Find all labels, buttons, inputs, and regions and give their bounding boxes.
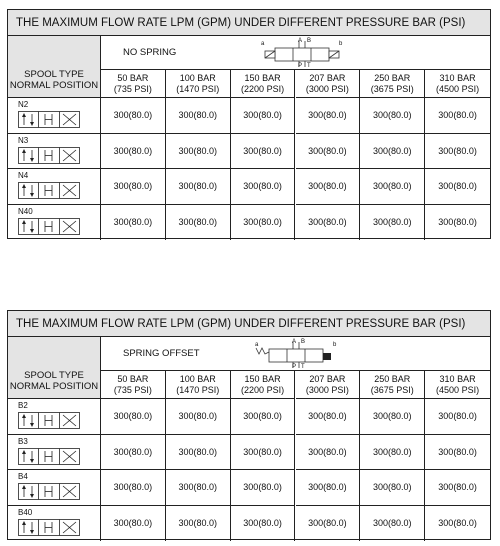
port-label-B: B [301,339,306,345]
flow-value-cell: 300(80.0) [360,205,425,241]
flow-value-cell: 300(80.0) [231,506,296,542]
flow-value-cell: 300(80.0) [101,399,166,435]
spool-symbol-icon [18,147,80,164]
pressure-header [296,371,361,399]
spool-row-label [8,435,101,471]
pressure-bar: 310 BAR [439,73,476,83]
spool-symbol-icon [18,483,80,500]
pressure-header [360,371,425,399]
port-label-P: P [292,364,297,370]
pressure-header [231,70,296,98]
spool-row-label [8,399,101,435]
flow-value-cell: 300(80.0) [166,435,231,471]
spool-code: N40 [18,206,33,216]
valve-symbol [259,39,345,74]
pressure-bar: 100 BAR [179,73,216,83]
flow-value-cell: 300(80.0) [438,517,477,528]
normal-position-label: NORMAL POSITION [9,381,99,392]
pressure-bar: 207 BAR [309,73,346,83]
flow-value-cell: 300(80.0) [296,470,361,506]
flow-value-cell: 300(80.0) [231,399,296,435]
pressure-psi: (4500 PSI) [436,385,480,395]
pressure-header [166,371,231,399]
port-label-a: a [261,41,265,47]
pressure-header [231,371,296,399]
spool-code: N2 [18,100,29,109]
pressure-bar: 310 BAR [439,374,476,384]
pressure-bar: 150 BAR [244,73,281,83]
pressure-header [166,70,231,98]
spool-type-header [8,337,101,399]
flow-value-cell: 300(80.0) [166,98,231,134]
pressure-psi: (3000 PSI) [305,84,349,94]
spool-code: B3 [18,436,28,446]
flow-value-cell: 300(80.0) [425,470,490,506]
spool-symbol-icon [18,519,80,536]
pressure-bar: 250 BAR [374,73,411,83]
flow-value-cell: 300(80.0) [101,470,166,506]
valve-config-header [101,36,490,70]
pressure-bar: 207 BAR [309,374,346,384]
spool-row-label [8,205,101,241]
spool-symbol-icon [18,218,80,235]
flow-value-cell: 300(80.0) [101,435,166,471]
pressure-header [425,371,490,399]
flow-value-cell: 300(80.0) [425,399,490,435]
flow-value-cell: 300(80.0) [425,435,490,471]
flow-value-cell: 300(80.0) [101,134,166,170]
pressure-bar: 50 BAR [117,73,149,83]
flow-value-cell: 300(80.0) [438,216,477,227]
flow-value-cell: 300(80.0) [425,134,490,170]
pressure-psi: (3675 PSI) [370,84,414,94]
flow-value-cell: 300(80.0) [296,134,361,170]
flow-value-cell: 300(80.0) [360,399,425,435]
valve-config-label: SPRING OFFSET [123,348,200,359]
spool-type-header [8,36,101,98]
valve-config-label: NO SPRING [123,47,177,58]
flow-value-cell: 300(80.0) [360,134,425,170]
spool-code: N3 [18,135,29,145]
pressure-header [101,70,166,98]
flow-value-cell: 300(80.0) [296,399,361,435]
pressure-bar: 250 BAR [374,374,411,384]
port-label-T: T [307,63,311,69]
pressure-psi: (1470 PSI) [176,385,220,395]
flow-value-cell: 300(80.0) [166,169,231,205]
flow-value-cell: 300(80.0) [166,470,231,506]
table-title: THE MAXIMUM FLOW RATE LPM (GPM) UNDER DIFFERENT PRESSURE BAR (PSI) [8,10,490,36]
pressure-psi: (2200 PSI) [241,385,285,395]
spool-symbol-icon [18,448,80,465]
flow-value-cell: 300(80.0) [360,506,425,542]
flow-value-cell: 300(80.0) [101,506,166,542]
flow-value-cell: 300(80.0) [231,98,296,134]
flow-value-cell: 300(80.0) [360,470,425,506]
spool-row-label [8,134,101,170]
pressure-psi: (735 PSI) [113,385,152,395]
pressure-header [101,371,166,399]
pressure-bar: 100 BAR [179,374,216,384]
spool-type-label: SPOOL TYPE [24,370,84,381]
valve-config-header [101,337,490,371]
flow-value-cell: 300(80.0) [296,205,361,241]
spool-type-label: SPOOL TYPE [24,69,84,80]
flow-rate-table-no-spring [7,9,491,239]
spool-row-label [8,506,101,542]
flow-value-cell: 300(80.0) [166,506,231,542]
flow-rate-table-spring-offset [7,310,491,540]
pressure-bar: 50 BAR [117,374,149,384]
pressure-psi: (3000 PSI) [305,385,349,395]
flow-value-cell: 300(80.0) [296,98,361,134]
flow-value-cell: 300(80.0) [166,134,231,170]
normal-position-label: NORMAL POSITION [9,80,99,91]
flow-value-cell: 300(80.0) [231,435,296,471]
spool-code: N4 [18,171,29,180]
pressure-psi: (2200 PSI) [241,84,285,94]
pressure-psi: (735 PSI) [113,84,152,94]
spool-symbol-icon [18,182,80,199]
flow-value-cell: 300(80.0) [360,435,425,471]
flow-value-cell: 300(80.0) [231,470,296,506]
spool-row-label [8,169,101,205]
spool-code: B4 [18,472,28,481]
flow-value-cell: 300(80.0) [425,169,490,205]
flow-value-cell: 300(80.0) [360,169,425,205]
port-label-b: b [339,41,343,47]
port-label-A: A [292,339,297,345]
port-label-b: b [333,342,337,348]
port-label-a: a [255,342,259,348]
flow-value-cell: 300(80.0) [360,98,425,134]
valve-symbol [253,340,339,375]
flow-value-cell: 300(80.0) [101,169,166,205]
pressure-psi: (1470 PSI) [176,84,220,94]
flow-value-cell: 300(80.0) [231,205,296,241]
flow-value-cell: 300(80.0) [296,506,361,542]
pressure-bar: 150 BAR [244,374,281,384]
flow-value-cell: 300(80.0) [166,399,231,435]
flow-value-cell: 300(80.0) [166,205,231,241]
pressure-psi: (4500 PSI) [436,84,480,94]
flow-value-cell: 300(80.0) [296,435,361,471]
port-label-T: T [301,364,305,370]
pressure-header [425,70,490,98]
table-title: THE MAXIMUM FLOW RATE LPM (GPM) UNDER DIFFERENT PRESSURE BAR (PSI) [8,311,490,337]
spool-row-label [8,98,101,134]
flow-value-cell: 300(80.0) [425,98,490,134]
pressure-psi: (3675 PSI) [370,385,414,395]
port-label-A: A [298,38,303,44]
port-label-P: P [298,63,303,69]
flow-value-cell: 300(80.0) [231,169,296,205]
flow-value-cell: 300(80.0) [296,169,361,205]
spool-symbol-icon [18,111,80,128]
flow-value-cell: 300(80.0) [101,205,166,241]
pressure-header [360,70,425,98]
port-label-B: B [307,38,312,44]
flow-value-cell: 300(80.0) [231,134,296,170]
spool-symbol-icon [18,412,80,429]
spool-code: B2 [18,401,28,410]
spool-code: B40 [18,507,33,517]
spool-row-label [8,470,101,506]
flow-value-cell: 300(80.0) [101,98,166,134]
pressure-header [296,70,361,98]
